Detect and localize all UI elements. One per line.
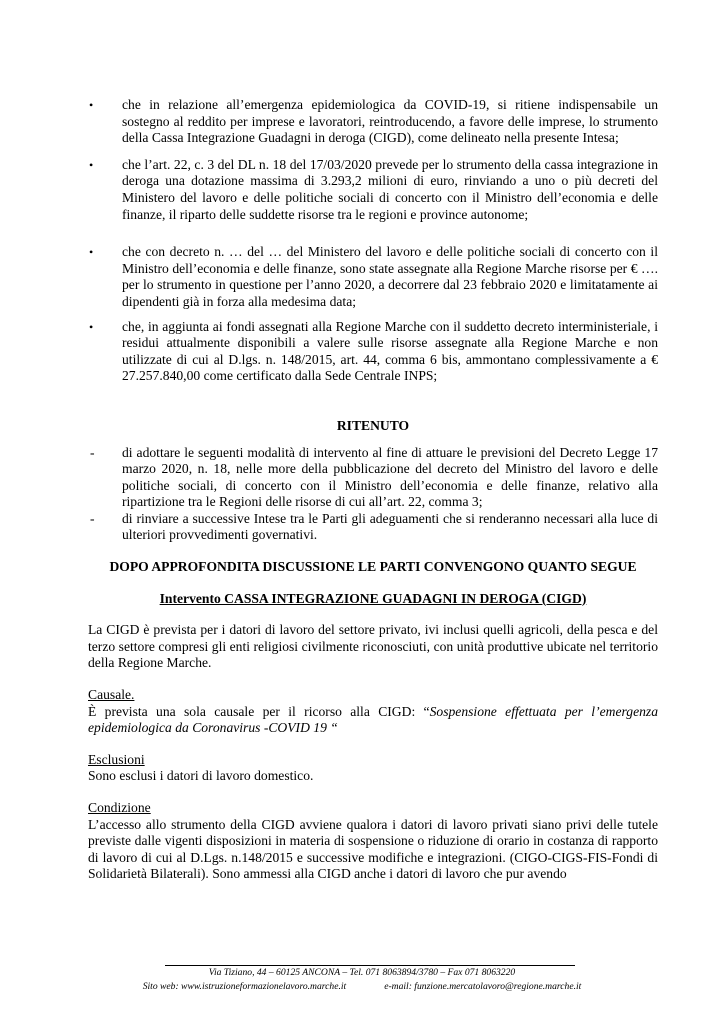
causale-paragraph [88,704,658,737]
premise-text: che, in aggiunta ai fondi assegnati alla Regione Marche con il suddetto decreto interministeriale, i residui attualmente disponibili a valere sulle risorse assegnate alla Regione Marche e non utilizzate di cui al D.lgs. n. 148/2015, art. 44, comma 6 bis, ammontano complessivamente a € 27.257.840,00 come certificato dalla Sede Centrale INPS; [122,318,658,384]
dash-marker: - [90,510,95,526]
ritenuto-heading: RITENUTO [336,417,410,433]
list-item [88,97,658,147]
esclusioni-heading: Esclusioni [88,751,145,767]
document-body [88,97,658,883]
cigd-intro-paragraph: La CIGD è prevista per i datori di lavoro del settore privato, ivi inclusi quelli agricoli, della pesca e del terzo settore compresi gli enti religiosi civilmente riconosciuti, con unità produttive ubicate nel territorio della Regione Marche. [88,622,658,671]
causale-heading: Causale. [88,687,135,703]
list-item [88,157,658,223]
bullet-icon: • [89,157,94,172]
page-footer [0,966,724,994]
list-item [88,445,658,511]
list-item [88,319,658,385]
premise-text: che con decreto n. … del … del Ministero del lavoro e delle politiche sociali di concerto con il Ministro dell’economia e delle finanze, sono state assegnate alla Regione Marche risorse per € …. per lo strumento in questione per l’anno 2020, a decorrere dal 23 febbraio 2020 e limitatamente ai dipendenti già in forza alla medesima data; [122,244,658,309]
condizione-heading: Condizione [88,800,151,815]
bullet-icon: • [89,245,94,260]
bullet-icon: • [89,98,94,112]
footer-website: Sito web: www.istruzioneformazionelavoro.marche.it [142,981,347,992]
footer-email: e-mail: funzione.mercatolavoro@regione.marche.it [384,981,582,992]
agreement-heading: DOPO APPROFONDITA DISCUSSIONE LE PARTI CONVENGONO QUANTO SEGUE [109,559,637,575]
premise-text: che l’art. 22, c. 3 del DL n. 18 del 17/03/2020 prevede per lo strumento della cassa integrazione in deroga una dotazione massima di 3.293,2 milioni di euro, rinviando a uno o più decreti del Ministero del lavoro e delle politiche sociali di concerto con il Ministro dell’economia e delle finanze, il riparto delle suddette risorse tra le regioni e province autonome; [122,156,658,222]
ritenuto-text: di adottare le seguenti modalità di intervento al fine di attuare le previsioni del Decreto Legge 17 marzo 2020, n. 18, nelle more della pubblicazione del decreto del Ministro del lavoro e delle politiche sociali, di concerto con il Ministro dell’economia e delle finanze, relativo alla ripartizione tra le Regioni delle risorse di cui all’art. 22, comma 3; [122,444,658,510]
list-item [88,511,658,544]
condizione-paragraph: L’accesso allo strumento della CIGD avviene qualora i datori di lavoro privati siano privi delle tutele previste dalle vigenti disposizioni in materia di sospensione o riduzione di orario in costanza di rapporto di lavoro di cui al D.Lgs. n.148/2015 e successive modifiche e integrazioni. (CIGO-CIGS-FIS-Fondi di Solidarietà Bilaterali). Sono ammessi alla CIGD anche i datori di lavoro che pur avendo [88,816,658,882]
premise-text: che in relazione all’emergenza epidemiologica da COVID-19, si ritiene indispensabile un sostegno al reddito per imprese e lavoratori, reintroducendo, a favore delle imprese, lo strumento della Cassa Integrazione Guadagni in deroga (CIGD), come delineato nella presente Intesa; [122,97,658,146]
ritenuto-list [88,445,658,545]
bullet-icon: • [89,319,94,334]
esclusioni-paragraph: Sono esclusi i datori di lavoro domestico. [88,768,314,784]
premises-list [88,97,658,385]
dash-marker: - [90,444,95,460]
causale-text: È prevista una sola causale per il ricorso alla CIGD: “ [88,703,430,719]
footer-contacts [0,980,724,994]
list-item [88,244,658,310]
cigd-heading: Intervento CASSA INTEGRAZIONE GUADAGNI IN DEROGA (CIGD) [159,590,587,606]
ritenuto-text: di rinviare a successive Intese tra le Parti gli adeguamenti che si renderanno necessari alla luce di ulteriori provvedimenti governativi. [122,510,658,543]
footer-address: Via Tiziano, 44 – 60125 ANCONA – Tel. 071 8063894/3780 – Fax 071 8063220 [208,967,516,978]
causale-italic-text: Sospensione effettuata per l’emergenza epidemiologica da Coronavirus -COVID 19 “ [88,703,658,736]
